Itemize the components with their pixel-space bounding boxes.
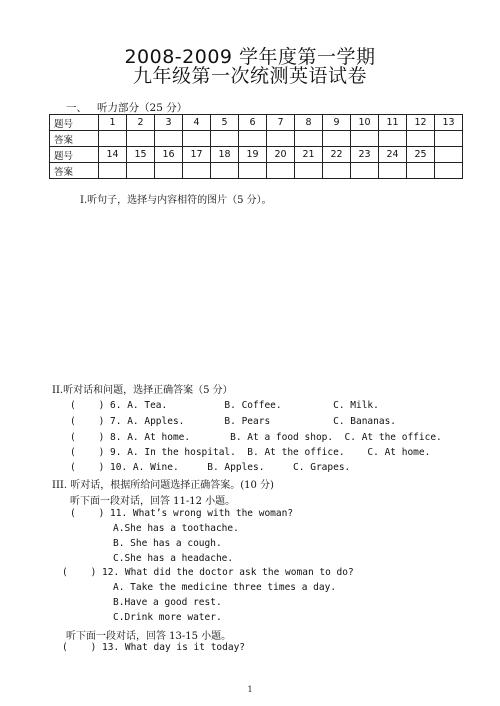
answer-cell[interactable] [295, 131, 323, 147]
answer-cell[interactable] [379, 163, 407, 179]
answer-cell[interactable] [99, 163, 127, 179]
question-item: ( ) 9. A. In the hospital. B. At the office. C. At home. [70, 447, 431, 458]
answer-option: C.Drink more water. [113, 612, 222, 623]
part3-heading: III. 听对话，根据所给问题选择正确答案。(10 分) [52, 480, 274, 491]
answer-option: B.Have a good rest. [113, 597, 222, 608]
table-cell: 5 [211, 115, 239, 131]
table-cell: 8 [295, 115, 323, 131]
answer-cell[interactable] [211, 131, 239, 147]
question-item: ( ) 7. A. Apples. B. Pears C. Bananas. [70, 416, 397, 427]
answer-option: A. Take the medicine three times a day. [113, 582, 337, 593]
answer-cell[interactable] [407, 163, 435, 179]
table-cell: 24 [379, 147, 407, 163]
answer-table [49, 114, 463, 179]
question-item: ( ) 11. What’s wrong with the woman? [70, 508, 294, 519]
table-cell: 3 [155, 115, 183, 131]
table-cell: 18 [211, 147, 239, 163]
dialogue-instruction: 听下面一段对话，回答 11-12 小题。 [70, 496, 236, 507]
answer-cell[interactable] [211, 163, 239, 179]
table-cell: 16 [155, 147, 183, 163]
table-cell: 22 [323, 147, 351, 163]
question-item: ( ) 12. What did the doctor ask the woman to do? [62, 567, 354, 578]
table-cell: 12 [407, 115, 435, 131]
table-cell: 25 [407, 147, 435, 163]
table-cell-label: 答案 [50, 131, 99, 147]
answer-cell[interactable] [127, 163, 155, 179]
table-cell: 2 [127, 115, 155, 131]
table-cell [435, 147, 463, 163]
answer-cell[interactable] [239, 163, 267, 179]
answer-cell[interactable] [155, 163, 183, 179]
answer-cell[interactable] [435, 131, 463, 147]
question-item: ( ) 8. A. At home. B. At a food shop. C. At the office. [70, 432, 442, 443]
answer-option: B. She has a cough. [113, 538, 222, 549]
answer-cell[interactable] [295, 163, 323, 179]
table-cell: 20 [267, 147, 295, 163]
answer-cell[interactable] [155, 131, 183, 147]
table-cell: 15 [127, 147, 155, 163]
answer-cell[interactable] [267, 131, 295, 147]
part1-heading: I.听句子，选择与内容相符的图片（5 分）。 [80, 195, 272, 206]
part2-heading: II.听对话和问题，选择正确答案（5 分） [52, 385, 233, 396]
table-cell: 9 [323, 115, 351, 131]
answer-cell[interactable] [379, 131, 407, 147]
table-cell: 4 [183, 115, 211, 131]
answer-cell[interactable] [435, 163, 463, 179]
answer-cell[interactable] [267, 163, 295, 179]
table-cell: 21 [295, 147, 323, 163]
answer-cell[interactable] [351, 131, 379, 147]
page-number: 1 [247, 685, 253, 694]
table-row-numbers-1 [50, 115, 463, 131]
table-row-answers-2 [50, 163, 463, 179]
table-cell: 19 [239, 147, 267, 163]
table-cell: 7 [267, 115, 295, 131]
table-cell-label: 题号 [50, 147, 99, 163]
answer-cell[interactable] [239, 131, 267, 147]
table-row-answers-1 [50, 131, 463, 147]
table-cell: 23 [351, 147, 379, 163]
table-cell: 6 [239, 115, 267, 131]
table-cell: 1 [99, 115, 127, 131]
answer-cell[interactable] [407, 131, 435, 147]
answer-cell[interactable] [351, 163, 379, 179]
table-cell: 17 [183, 147, 211, 163]
question-item: ( ) 10. A. Wine. B. Apples. C. Grapes. [70, 462, 351, 473]
answer-cell[interactable] [183, 131, 211, 147]
answer-cell[interactable] [323, 163, 351, 179]
table-cell: 11 [379, 115, 407, 131]
answer-cell[interactable] [183, 163, 211, 179]
table-cell: 14 [99, 147, 127, 163]
answer-cell[interactable] [99, 131, 127, 147]
exam-title-line1: 2008-2009 学年度第一学期 [124, 46, 376, 68]
answer-option: C.She has a headache. [113, 553, 234, 564]
table-cell-label: 题号 [50, 115, 99, 131]
question-item: ( ) 6. A. Tea. B. Coffee. C. Milk. [70, 400, 379, 411]
table-cell-label: 答案 [50, 163, 99, 179]
exam-title-line2: 九年级第一次统测英语试卷 [132, 65, 367, 87]
dialogue-instruction: 听下面一段对话，回答 13-15 小题。 [66, 631, 232, 642]
answer-option: A.She has a toothache. [113, 523, 239, 534]
table-row-numbers-2 [50, 147, 463, 163]
table-cell: 13 [435, 115, 463, 131]
section-listening-heading: 一、 听力部分（25 分） [66, 102, 188, 114]
answer-cell[interactable] [323, 131, 351, 147]
table-cell: 10 [351, 115, 379, 131]
question-item: ( ) 13. What day is it today? [62, 642, 246, 653]
answer-cell[interactable] [127, 131, 155, 147]
